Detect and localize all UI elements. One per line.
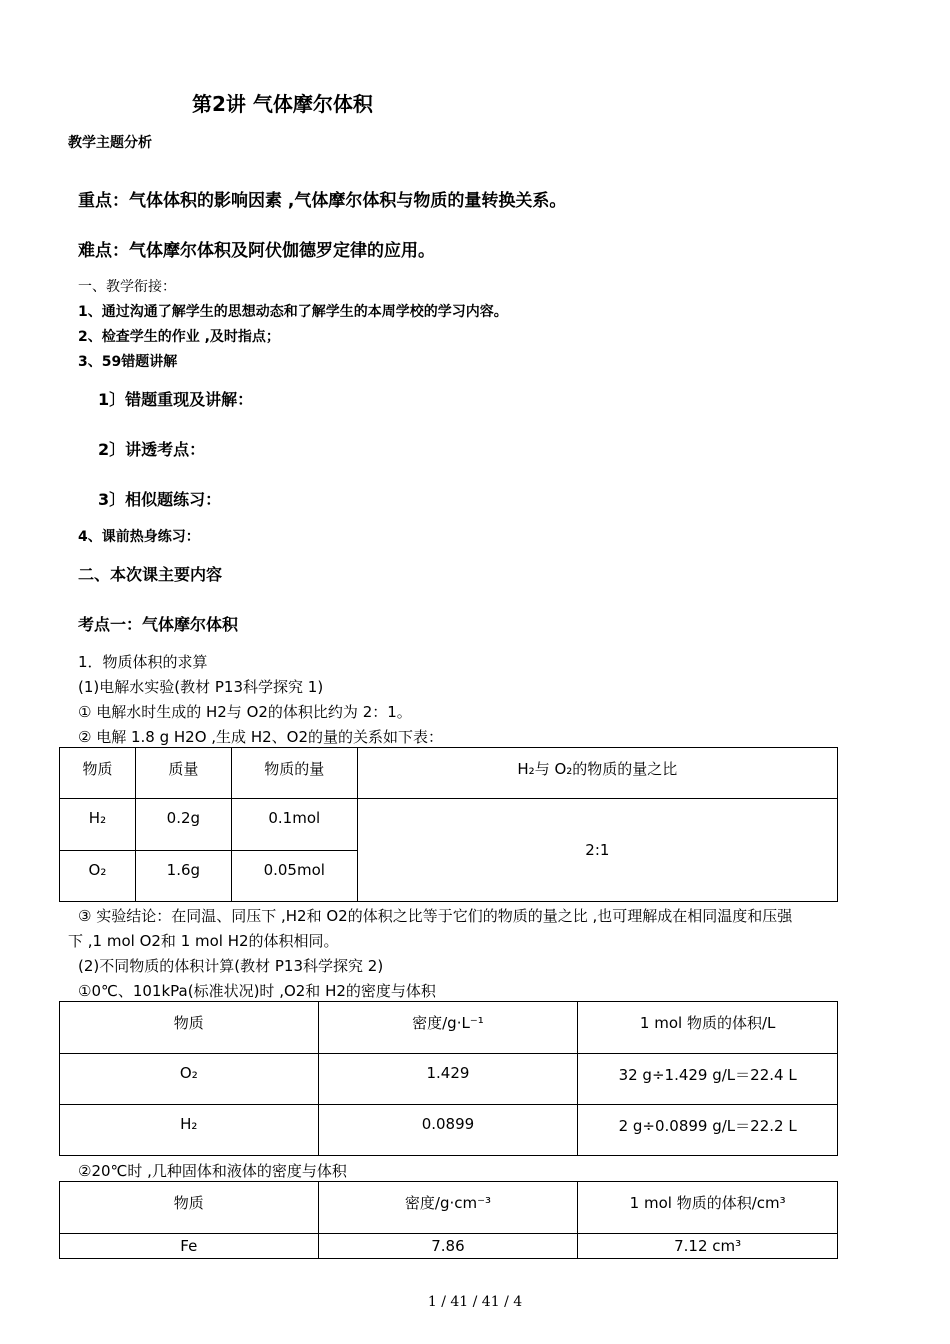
table3-cell: Fe <box>60 1234 319 1259</box>
table1-cell: 0.05mol <box>231 851 357 902</box>
para-2: (1)电解水实验(教材 P13科学探究 1) <box>78 678 324 696</box>
section1-item-2: 2、检查学生的作业 ,及时指点； <box>78 329 280 345</box>
table2-cell: O₂ <box>60 1054 319 1105</box>
para-5b: 下 ,1 mol O2和 1 mol H2的体积相同。 <box>68 932 339 950</box>
subitem-1: 1〕错题重现及讲解： <box>98 390 254 409</box>
subitem-2: 2〕讲透考点： <box>98 440 206 459</box>
table2-header: 物质 <box>60 1002 319 1054</box>
para-8: ②20℃时 ,几种固体和液体的密度与体积 <box>78 1162 347 1180</box>
section1-item-1: 1、通过沟通了解学生的思想动态和了解学生的本周学校的学习内容。 <box>78 304 508 320</box>
table1-header: 物质的量 <box>231 748 357 799</box>
table1-ratio: 2:1 <box>357 799 837 902</box>
table1-header: 质量 <box>135 748 231 799</box>
table1-header: 物质 <box>60 748 136 799</box>
table3-cell: 7.12 cm³ <box>578 1234 838 1259</box>
section1-item-3: 3、59错题讲解 <box>78 354 178 370</box>
para-4: ② 电解 1.8 g H2O ,生成 H2、O2的量的关系如下表： <box>78 728 444 746</box>
table2-cell: 2 g÷0.0899 g/L＝22.2 L <box>578 1105 838 1156</box>
table2-cell: H₂ <box>60 1105 319 1156</box>
table1-header: H₂与 O₂的物质的量之比 <box>357 748 837 799</box>
table1-cell: 1.6g <box>135 851 231 902</box>
para-1: 1．物质体积的求算 <box>78 653 208 671</box>
table-gas-density <box>59 1001 838 1156</box>
table3-header: 物质 <box>60 1182 319 1234</box>
section2-heading: 二、本次课主要内容 <box>78 565 223 584</box>
table1-cell: 0.2g <box>135 799 231 851</box>
table2-header: 1 mol 物质的体积/L <box>578 1002 838 1054</box>
para-5a: ③ 实验结论：在同温、同压下 ,H2和 O2的体积之比等于它们的物质的量之比 ,也可理解成在相同温度和压强 <box>78 907 793 925</box>
table-solid-density <box>59 1181 838 1259</box>
section1-item-4: 4、课前热身练习： <box>78 529 200 545</box>
difficult-point: 难点：气体摩尔体积及阿伏伽德罗定律的应用。 <box>78 241 435 261</box>
table2-cell: 1.429 <box>318 1054 578 1105</box>
key-point: 重点：气体体积的影响因素 ,气体摩尔体积与物质的量转换关系。 <box>78 191 567 211</box>
page-footer: 1 / 41 / 41 / 4 <box>427 1294 523 1310</box>
table3-cell: 7.86 <box>318 1234 578 1259</box>
table1-cell: H₂ <box>60 799 136 851</box>
table2-cell: 32 g÷1.429 g/L＝22.4 L <box>578 1054 838 1105</box>
table3-header: 1 mol 物质的体积/cm³ <box>578 1182 838 1234</box>
table1-cell: 0.1mol <box>231 799 357 851</box>
para-7: ①0℃、101kPa(标准状况)时 ,O2和 H2的密度与体积 <box>78 982 436 1000</box>
table1-cell: O₂ <box>60 851 136 902</box>
section-subtitle: 教学主题分析 <box>68 135 152 151</box>
table2-header: 密度/g·L⁻¹ <box>318 1002 578 1054</box>
kaodian-heading: 考点一：气体摩尔体积 <box>78 615 239 634</box>
para-6: (2)不同物质的体积计算(教材 P13科学探究 2) <box>78 957 384 975</box>
page-title: 第2讲 气体摩尔体积 <box>192 92 373 116</box>
section1-heading: 一、教学衔接： <box>78 279 176 295</box>
table2-cell: 0.0899 <box>318 1105 578 1156</box>
table-electrolysis <box>59 747 838 902</box>
para-3: ① 电解水时生成的 H2与 O2的体积比约为 2：1。 <box>78 703 412 721</box>
subitem-3: 3〕相似题练习： <box>98 490 222 509</box>
table3-header: 密度/g·cm⁻³ <box>318 1182 578 1234</box>
